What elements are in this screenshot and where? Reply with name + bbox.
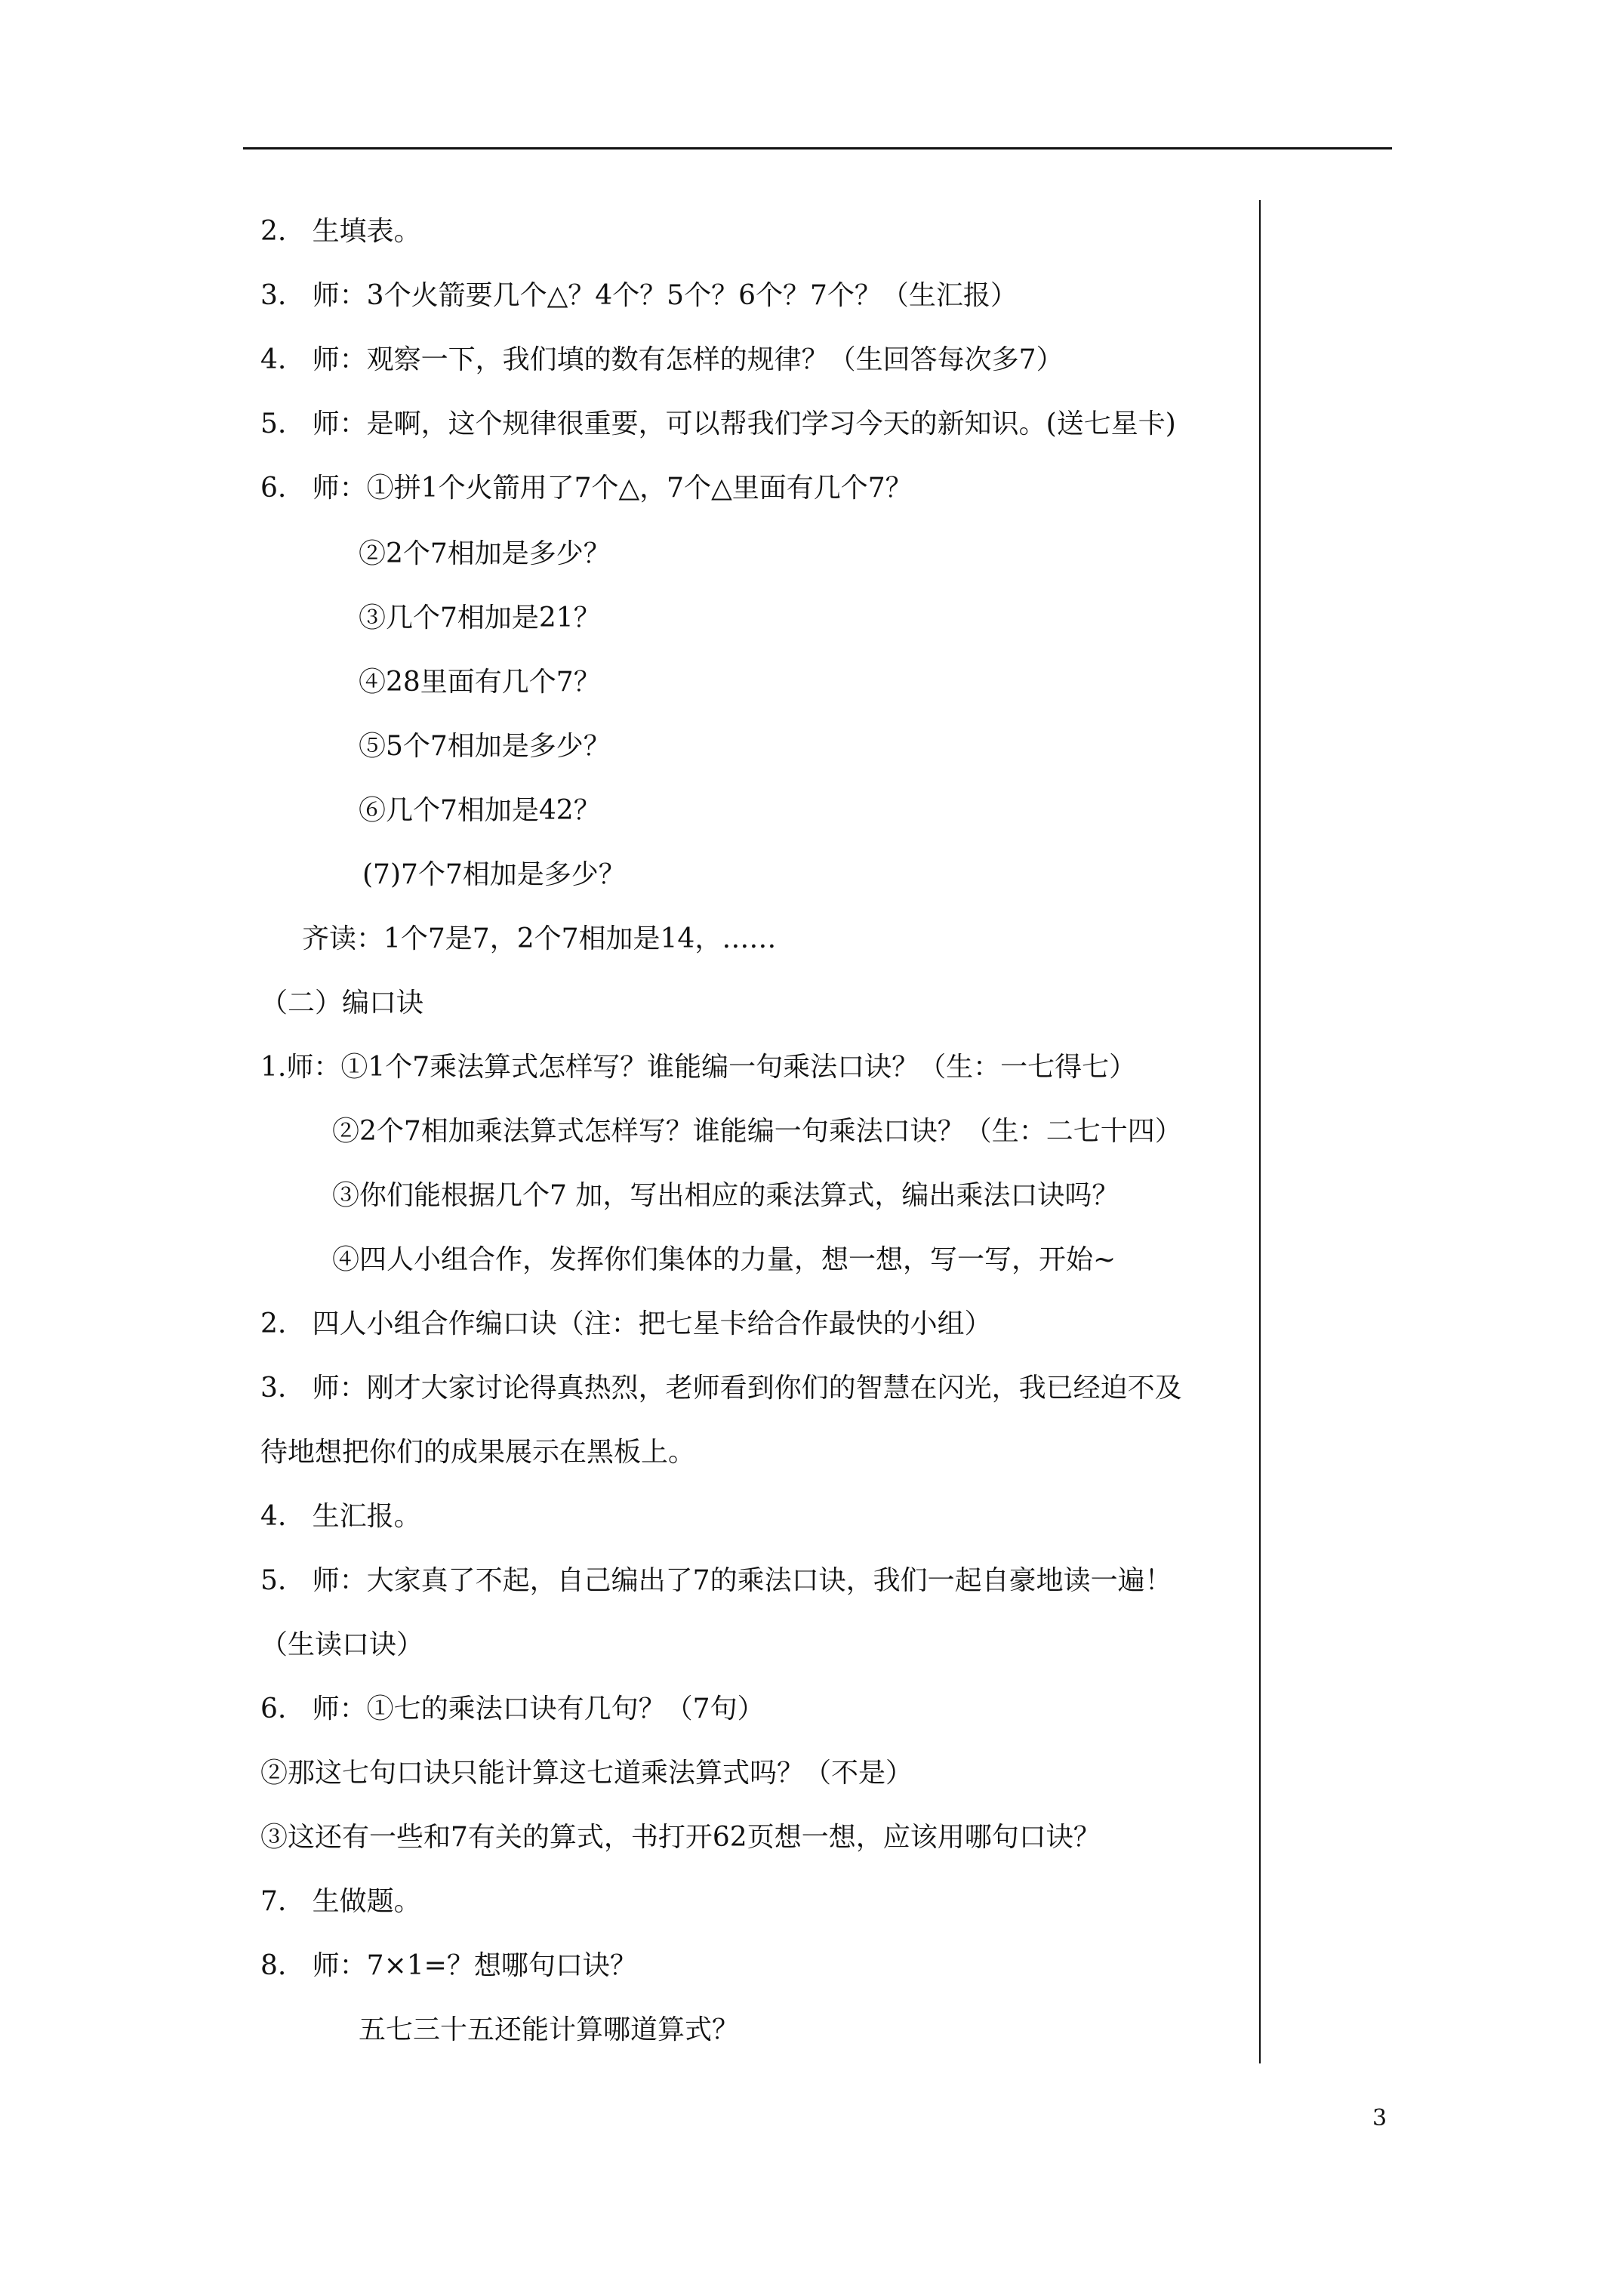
table-column-rule	[1259, 200, 1261, 2063]
text-line: 待地想把你们的成果展示在黑板上。	[260, 1437, 696, 1468]
text-line: 6. 师：①拼1个火箭用了7个△，7个△里面有几个7？	[260, 473, 913, 504]
section-heading: （二）编口诀	[260, 988, 424, 1019]
text-line: 3. 师：刚才大家讨论得真热烈，老师看到你们的智慧在闪光，我已经迫不及	[260, 1373, 1182, 1404]
text-line: 4. 生汇报。	[260, 1501, 421, 1532]
text-line: 五七三十五还能计算哪道算式？	[359, 2014, 740, 2045]
text-line: 2. 四人小组合作编口诀（注：把七星卡给合作最快的小组）	[260, 1308, 992, 1339]
text-line: ⑥几个7相加是42？	[359, 795, 601, 826]
text-line: ②2个7相加是多少？	[359, 538, 611, 569]
text-line: ②2个7相加乘法算式怎样写？谁能编一句乘法口诀？（生：二七十四）	[332, 1116, 1182, 1147]
text-line: 2. 生填表。	[260, 216, 421, 247]
text-line: 6. 师：①七的乘法口诀有几句？（7句）	[260, 1693, 765, 1724]
text-line: ②那这七句口诀只能计算这七道乘法算式吗？（不是）	[260, 1758, 913, 1789]
text-line: 齐读：1个7是7，2个7相加是14，……	[302, 923, 777, 954]
header-rule	[243, 147, 1392, 149]
text-line: 5. 师：大家真了不起，自己编出了7的乘法口诀，我们一起自豪地读一遍！	[260, 1565, 1172, 1596]
text-line: 7. 生做题。	[260, 1886, 421, 1917]
text-line: ④四人小组合作，发挥你们集体的力量，想一想，写一写，开始~	[332, 1244, 1116, 1275]
text-line: 3. 师：3个火箭要几个△？4个？5个？6个？7个？（生汇报）	[260, 280, 1018, 311]
text-line: ③几个7相加是21？	[359, 603, 601, 633]
text-line: ③你们能根据几个7 加，写出相应的乘法算式，编出乘法口诀吗？	[332, 1180, 1119, 1211]
text-line: （生读口诀）	[260, 1629, 424, 1660]
text-line: 1.师：①1个7乘法算式怎样写？谁能编一句乘法口诀？（生：一七得七）	[260, 1052, 1137, 1083]
text-line: 5. 师：是啊，这个规律很重要，可以帮我们学习今天的新知识。(送七星卡)	[260, 408, 1176, 439]
text-line: (7)7个7相加是多少？	[362, 859, 626, 890]
page-number: 3	[1372, 2105, 1387, 2131]
text-line: ③这还有一些和7有关的算式，书打开62页想一想，应该用哪句口诀？	[260, 1822, 1101, 1853]
text-line: 8. 师：7×1=？想哪句口诀？	[260, 1950, 637, 1981]
text-line: ④28里面有几个7？	[359, 667, 601, 698]
text-line: 4. 师：观察一下，我们填的数有怎样的规律？（生回答每次多7）	[260, 344, 1064, 375]
text-line: ⑤5个7相加是多少？	[359, 731, 611, 762]
